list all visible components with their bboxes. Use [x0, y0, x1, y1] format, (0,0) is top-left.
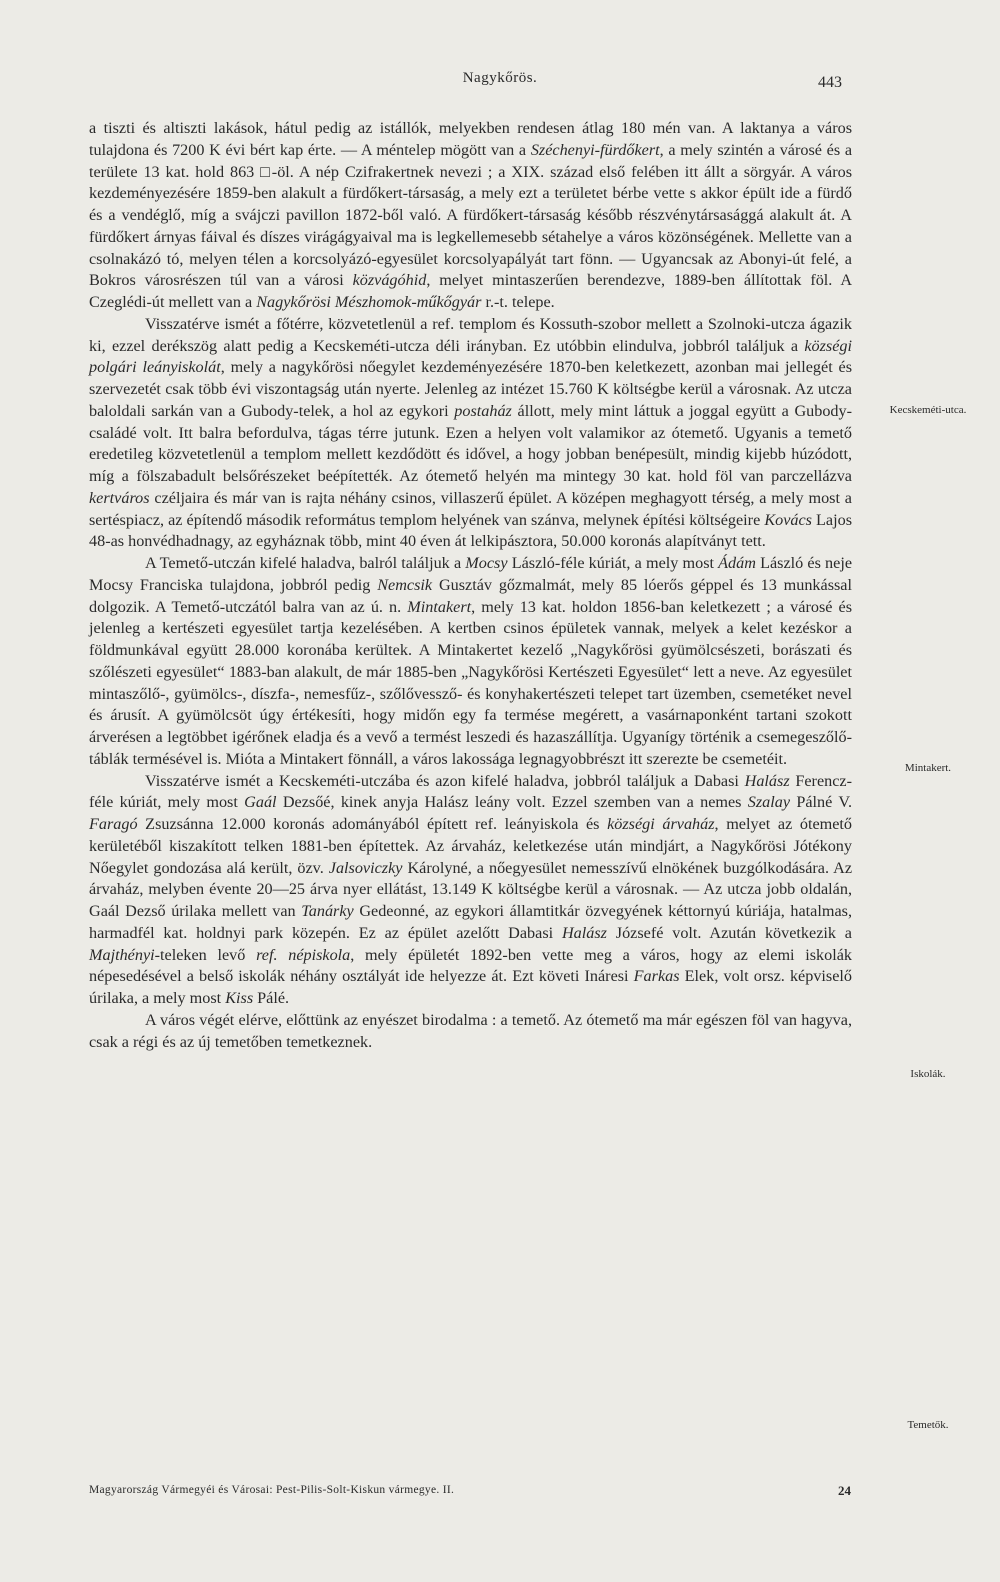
text-run: czéljaira és már van is rajta néhány csinos, villaszerű épület. A középen meghagyott térség, a mely most a sertéspiacz, az építendő második református templom helyének van szánva, melynek építési költségeire [89, 488, 852, 529]
text-run: A város végét elérve, előttünk az enyészet birodalma : a temető. Az ótemető ma már egészen föl van hagyva, csak a régi és az új temetőben temetkeznek. [89, 1010, 852, 1051]
text-run: László és neje Mocsy Franciska tulajdona, jobbról pedig [89, 554, 852, 594]
text-run: Visszatérve ismét a főtérre, közvetetlenül a ref. templom és Kossuth-szobor mellett a Szolnoki-utcza ágazik ki, ezzel derékszög alatt pedig a Kecskeméti-utcza déli irányban. Ez utóbbin elindulva, jobbról találjuk a [89, 314, 852, 355]
emphasis-text: Faragó [89, 815, 138, 833]
footer-source: Magyarország Vármegyéi és Városai: Pest-Pilis-Solt-Kiskun vármegye. II. [89, 1484, 455, 1496]
paragraph [89, 118, 852, 314]
emphasis-text: Nagykőrösi Mészhomok-műkőgyár [256, 293, 482, 311]
text-run: A Temető-utczán kifelé haladva, balról találjuk a [145, 554, 466, 572]
emphasis-text: Tanárky [301, 902, 354, 920]
paragraph [89, 1010, 852, 1054]
emphasis-text: Széchenyi-fürdőkert [530, 140, 660, 159]
emphasis-text: kertváros [89, 488, 150, 507]
emphasis-text: községi polgári leányiskolát [89, 336, 852, 377]
emphasis-text: Kiss [225, 989, 254, 1007]
margin-note: Iskolák. [910, 1068, 946, 1080]
text-run: Dezsőé, kinek anyja Halász leány volt. Ezzel szemben van a nemes [276, 793, 748, 812]
emphasis-text: Majthényi [89, 945, 155, 964]
text-run: Visszatérve ismét a Kecskeméti-utczába és azon kifelé haladva, jobbról találjuk a Dabasi [145, 771, 745, 790]
running-header: Nagykőrös. [462, 70, 538, 86]
emphasis-text: Halász [744, 771, 790, 790]
margin-note: Temetők. [907, 1419, 949, 1431]
margin-note: Kecskeméti-utca. [889, 404, 967, 416]
emphasis-text: Szalay [747, 793, 791, 812]
text-run: r.-t. telepe. [481, 293, 555, 311]
text-run: László-féle kúriát, a mely most [507, 554, 719, 572]
text-run: , mely 13 kat. holdon 1856-ban keletkezett ; a városé és jelenleg a kertészeti egyesület tartja kezelésében. A kertben csinos épületek vannak, melyek a kelet kezéskor a földmunkával együtt 28.000 koronába kerültek. A Mintakertet kezelő „Nagykőrösi gyümölcsészeti, borászati és szőlészeti egyesület“ 1883-ban alakult, de már 1885-ben „Nagykőrösi Kertészeti Egyesület“ lett a neve. Az egyesület mintaszőlő-, gyümölcs-, díszfa-, nemesfűz-, szőlővessző- és konyhakertészeti telepet tart üzemben, csemetéket nevel és árusít. A gyümölcsöt úgy értékesíti, hogy midőn egy fa termése megérett, a vasárnaponként tartani szokott árverésen a legtöbbet igérőnek eladja és a vevő a termést leszedi és hazaszállítja. Ugyanígy történik a csemegeszőlő-táblák termésével is. Mióta a Mintakert fönnáll, a város lakossága legnagyobbrészt itt szerezte be csemetéit. [89, 597, 852, 768]
text-run: , melyet az ótemető kerületéből kiszakított telken 1881-ben építettek. Az árvaház, keletkezése után mindjárt, a Nagykőrösi Jótékony Nőegylet gondozása alá került, özv. [89, 815, 853, 877]
text-run: Károlyné, a nőegyesület nemesszívű elnökének buzgólkodására. Az árvaház, melyben évente 20—25 árva nyer ellátást, 13.149 K költségbe kerül a városnak. — Az utcza jobb oldalán, Gaál Dezső úrilaka mellett van [89, 858, 852, 920]
text-run: Pálné V. [790, 793, 852, 812]
text-run: , a mely szintén a városé és a területe 13 kat. hold 863 □-öl. A nép Czifrakertnek nevezi ; a XIX. század első felében itt állt a sörgyár. A város kezdeményezésére 1859-ben alakult a fürdőkert-társaság, a mely ezt a területet bérbe vette s akkor épült ide a fürdő és a vendéglő, míg a svájczi pavillon 1872-ből való. A fürdőkert-társaság később részvénytársasággá alakult át. A fürdőkert árnyas fáival és díszes virágágyaival ma is legkellemesebb sétahelye a város közönségének. Mellette van a csolnakázó tó, melyen télen a korcsolyázó-egyesület korcsolyapályát tart fönn. — Ugyancsak az Abonyi-út felé, a Bokros városrészen túl van a városi [89, 140, 852, 290]
text-run: -teleken levő [154, 945, 257, 964]
paragraph [89, 314, 852, 553]
paragraph [89, 771, 852, 1010]
text-run: a tiszti és altiszti lakások, hátul pedig az istállók, melyekben rendesen átlag 180 mén van. A laktanya a város tulajdona és 7200 K évi bért kap érte. — A méntelep mögött van a [89, 119, 852, 159]
emphasis-text: Farkas [633, 967, 680, 986]
text-run: Gedeonné, az egykori államtitkár özvegyének kéttornyú kúriája, hatalmas, harmadfél kat. holdnyi park közepén. Ez az épület azelőtt Dabasi [89, 902, 852, 942]
page-number: 443 [818, 74, 842, 91]
text-run: Zsuzsánna 12.000 koronás adományából épített ref. leányiskola és [137, 815, 608, 833]
emphasis-text: Mintakert [407, 597, 472, 616]
text-run: Lajos 48-as honvédhadnagy, az egyháznak több, mint 40 éven át lelkipásztora, 50.000 koronás alapítványt tett. [89, 510, 853, 551]
text-run: , mely épületét 1892-ben vette meg a város, hogy az elemi iskolák népesedésével a belső iskolák néhány osztályát ide helyezze át. Ezt követi Ináresi [89, 945, 853, 986]
emphasis-text: Ádám [718, 554, 756, 572]
emphasis-text: Nemcsik [377, 575, 433, 594]
paragraph [89, 553, 852, 771]
text-run: Gusztáv gőzmalmát, mely 85 lóerős géppel és 13 munkással dolgozik. A Temető-utczától balra van az ú. n. [89, 575, 852, 616]
emphasis-text: Gaál [244, 793, 277, 812]
text-run: Pálé. [253, 989, 290, 1007]
text-run: állott, mely mint láttuk a joggal együtt a Gubody-családé volt. Itt balra befordulva, tágas térre jutunk. Ezen a helyen volt valamikor az ótemető. Ugyanis a temető eredetileg közvetetlenül a templom mellett kezdődött és idővel, a hogy jobban benépesült, mindig kijebb húzódott, míg a fölszabadult belsőrészeket beépítették. Az ótemető helyén ma mintegy 30 kat. hold föl van parczellázva [89, 401, 852, 485]
body-text [89, 118, 852, 1053]
emphasis-text: Kovács [764, 510, 812, 529]
margin-note: Mintakert. [904, 762, 952, 774]
emphasis-text: Jalsoviczky [328, 858, 403, 877]
emphasis-text: Halász [561, 923, 607, 942]
text-run: , mely a nagykőrösi nőegylet kezdeményezésére 1870-ben keletkezett, azonban mai jellegét és szervezetét csak több évi viszontagság után nyerte. Jelenleg az intézet 15.760 K költségbe kerül a városnak. Az utcza baloldali sarkán van a Gubody-telek, a hol az egykori [89, 358, 853, 420]
signature-mark: 24 [838, 1483, 851, 1498]
emphasis-text: ref. népiskola [256, 945, 351, 964]
text-run: , melyet mintaszerűen berendezve, 1889-ben állítottak föl. A Czeglédi-út mellett van a [89, 271, 853, 311]
text-run: Józsefé volt. Azután következik a [606, 923, 852, 942]
emphasis-text: községi árvaház [607, 815, 715, 833]
emphasis-text: közvágóhid [352, 271, 427, 290]
text-run: Elek, volt orsz. képviselő úrilaka, a mely most [89, 967, 852, 1007]
emphasis-text: postaház [454, 401, 512, 420]
text-run: Ferencz-féle kúriát, mely most [89, 771, 852, 812]
emphasis-text: Mocsy [465, 554, 508, 572]
